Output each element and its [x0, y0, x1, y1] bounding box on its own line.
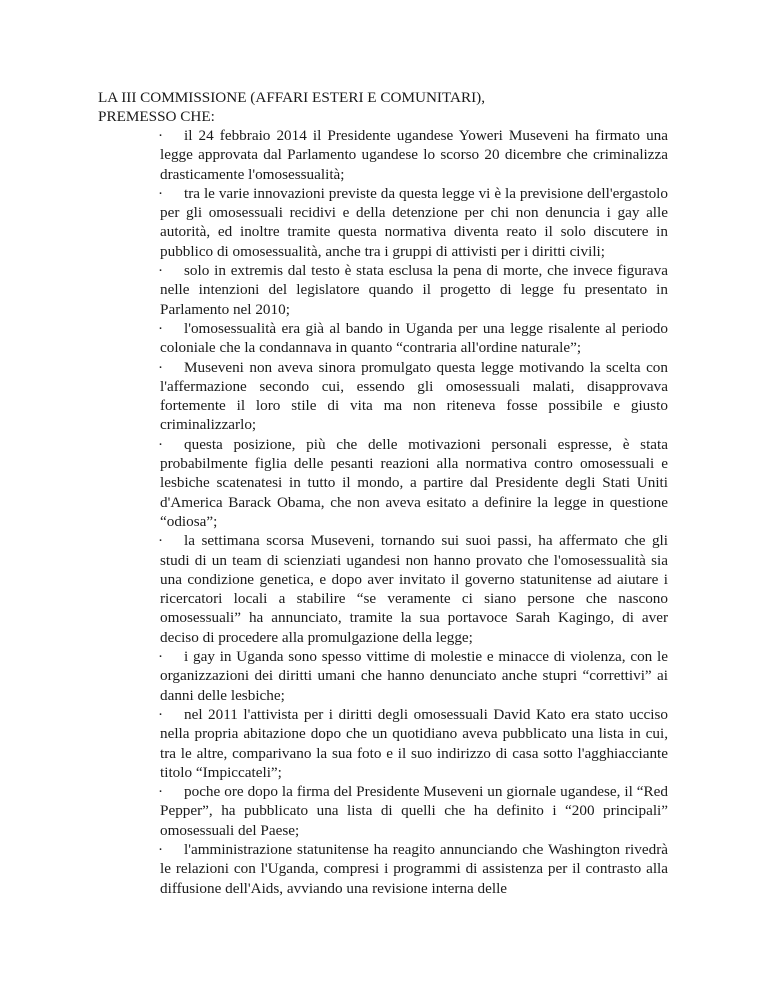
premise-text: Museveni non aveva sinora promulgato questa legge motivando la scelta con l'affermazione secondo cui, essendo gli omosessuali malati, disapprovava fortemente il loro stile di vita ma non riteneva fosse possibile e giusto criminalizzarlo;	[160, 358, 668, 434]
premise-item	[160, 435, 668, 531]
bullet-marker: ·	[158, 783, 164, 801]
premise-item	[160, 358, 668, 435]
bullet-marker: ·	[158, 840, 164, 858]
bullet-marker: ·	[158, 262, 164, 280]
premise-item	[160, 705, 668, 782]
premise-text: questa posizione, più che delle motivazioni personali espresse, è stata probabilmente figlia delle pesanti reazioni alla normativa contro omosessuali e lesbiche scatenatesi in tutto il mondo, a partire dal Presidente degli Stati Uniti d'America Barack Obama, che non aveva esitato a definire la legge in questione “odiosa”;	[160, 435, 668, 530]
bullet-marker: ·	[158, 705, 164, 723]
bullet-marker: ·	[158, 127, 164, 144]
premise-item	[160, 319, 668, 358]
premises-list	[160, 126, 668, 898]
premise-text: il 24 febbraio 2014 il Presidente ugandese Yoweri Museveni ha firmato una legge approvata dal Parlamento ugandese lo scorso 20 dicembre che criminalizza drasticamente l'omosessualità;	[160, 127, 668, 183]
premise-text: la settimana scorsa Museveni, tornando sui suoi passi, ha affermato che gli studi di un team di scienziati ugandesi non hanno provato che l'omosessualità sia una condizione genetica, e dopo aver invitato il governo statunitense ad aiutare i ricercatori locali a stabilire “se veramente ci siano persone che nascono omosessuali” ha annunciato, tramite la sua portavoce Sarah Kagingo, di aver deciso di procedere alla promulgazione della legge;	[160, 532, 668, 646]
bullet-marker: ·	[158, 184, 164, 202]
commission-title: LA III COMMISSIONE (AFFARI ESTERI E COMUNITARI),	[98, 89, 486, 106]
premise-text: i gay in Uganda sono spesso vittime di molestie e minacce di violenza, con le organizzazioni dei diritti umani che hanno denunciato anche stupri “correttivi” ai danni delle lesbiche;	[160, 648, 668, 704]
premise-item	[160, 184, 668, 261]
premise-text: l'omosessualità era già al bando in Uganda per una legge risalente al periodo coloniale che la condannava in quanto “contraria all'ordine naturale”;	[160, 319, 668, 357]
premise-item	[160, 647, 668, 705]
bullet-marker: ·	[158, 319, 164, 337]
premise-item	[160, 261, 668, 319]
premise-text: poche ore dopo la firma del Presidente Museveni un giornale ugandese, il “Red Pepper”, ha pubblicato una lista di quelli che ha definito i “200 principali” omosessuali del Paese;	[160, 783, 668, 839]
bullet-marker: ·	[158, 358, 164, 376]
document-heading	[98, 88, 668, 127]
premise-text: tra le varie innovazioni previste da questa legge vi è la previsione dell'ergastolo per gli omosessuali recidivi e della detenzione per chi non denuncia i gay alle autorità, ed inoltre tramite questa normativa diventa reato il solo discutere in pubblico di omosessualità, anche tra i gruppi di attivisti per i diritti civili;	[160, 184, 668, 260]
bullet-marker: ·	[158, 532, 164, 550]
premise-item	[160, 782, 668, 840]
premise-item	[160, 531, 668, 647]
premise-text: solo in extremis dal testo è stata esclusa la pena di morte, che invece figurava nelle intenzioni del legislatore quando il progetto di legge fu presentato in Parlamento nel 2010;	[160, 262, 668, 318]
bullet-marker: ·	[158, 435, 164, 453]
premise-text: nel 2011 l'attivista per i diritti degli omosessuali David Kato era stato ucciso nella propria abitazione dopo che un quotidiano aveva pubblicato una lista in cui, tra le altre, comparivano la sua foto e il suo indirizzo di casa sotto l'agghiacciante titolo “Impiccateli”;	[160, 705, 668, 781]
premise-title: PREMESSO CHE:	[98, 108, 215, 126]
premise-item	[160, 840, 668, 898]
bullet-marker: ·	[158, 648, 164, 666]
premise-item	[160, 126, 668, 184]
premise-text: l'amministrazione statunitense ha reagito annunciando che Washington rivedrà le relazioni con l'Uganda, compresi i programmi di assistenza per il contrasto alla diffusione dell'Aids, avviando una revisione interna delle	[160, 840, 668, 897]
